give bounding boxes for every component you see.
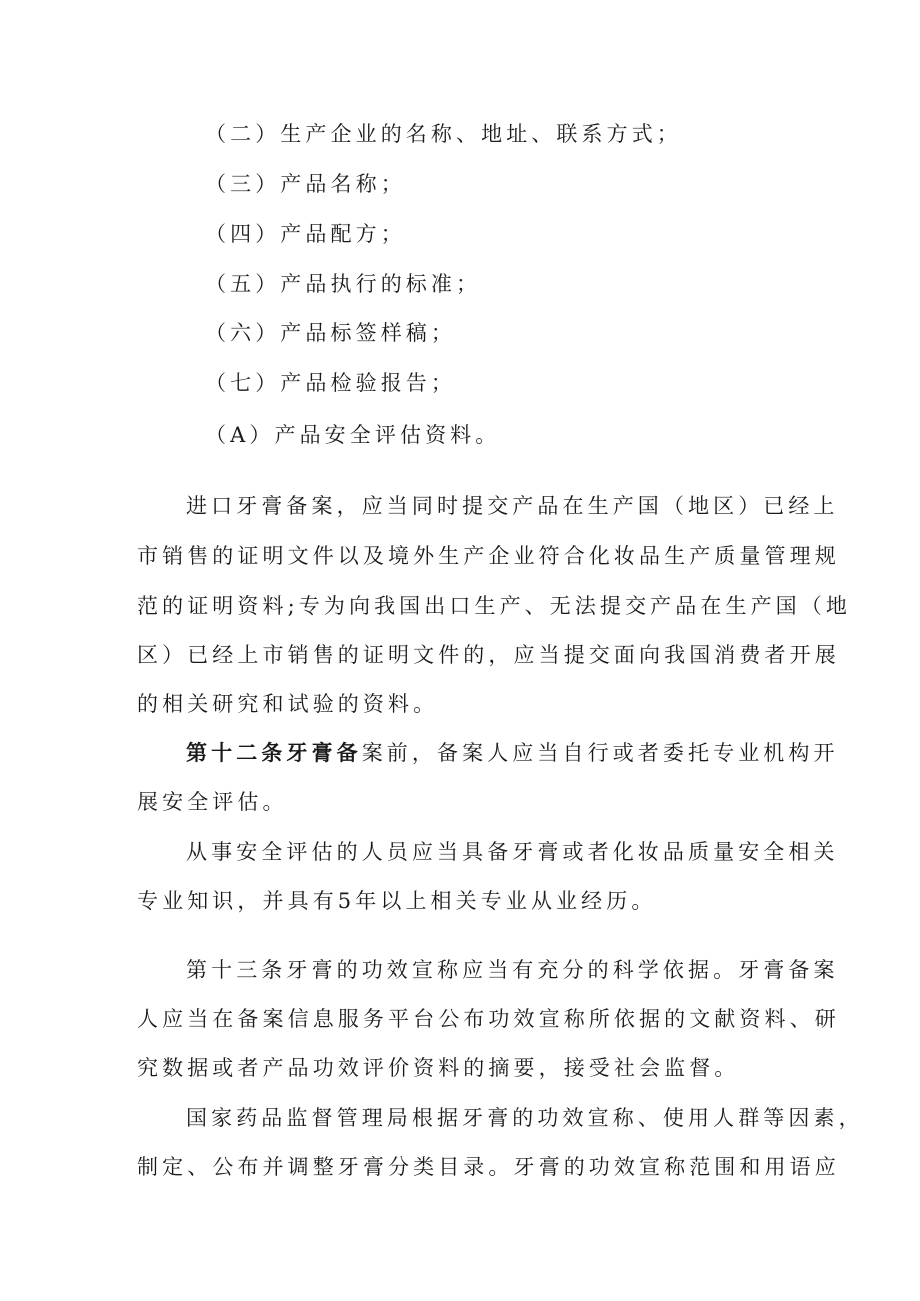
paragraph-line: 的相关研究和试验的资料。: [137, 692, 439, 716]
paragraph-line: 从事安全评估的人员应当具备牙膏或者化妆品质量安全相关: [186, 840, 839, 864]
paragraph-line: 国家药品监督管理局根据牙膏的功效宣称、使用人群等因素，: [186, 1106, 864, 1130]
list-item: （六）产品标签样稿；: [205, 321, 456, 345]
paragraph-line: 专业知识，并具有5年以上相关专业从业经历。: [137, 889, 657, 913]
article-12-line: [186, 738, 839, 768]
list-item: （A）产品安全评估资料。: [205, 423, 501, 447]
list-item: （五）产品执行的标准；: [205, 272, 482, 296]
list-item: （三）产品名称；: [205, 172, 406, 196]
list-item: （四）产品配方；: [205, 222, 406, 246]
paragraph-line: 进口牙膏备案，应当同时提交产品在生产国（地区）已经上: [186, 494, 839, 518]
article-12-heading: 第十二条牙膏备: [186, 740, 362, 765]
paragraph-line: 制定、公布并调整牙膏分类目录。牙膏的功效宣称范围和用语应: [137, 1155, 840, 1179]
paragraph-line: 人应当在备案信息服务平台公布功效宣称所依据的文献资料、研: [137, 1007, 840, 1031]
paragraph-line: 区）已经上市销售的证明文件的，应当提交面向我国消费者开展: [137, 643, 840, 667]
paragraph-line: 市销售的证明文件以及境外生产企业符合化妆品生产质量管理规: [137, 544, 840, 568]
paragraph-line: 展安全评估。: [137, 790, 288, 814]
article-13-line: 第十三条牙膏的功效宣称应当有充分的科学依据。牙膏备案: [186, 958, 839, 982]
paragraph-line: 究数据或者产品功效评价资料的摘要，接受社会监督。: [137, 1056, 740, 1080]
list-item: （二）生产企业的名称、地址、联系方式；: [205, 122, 682, 146]
list-item: （七）产品检验报告；: [205, 371, 456, 395]
article-12-text: 案前，备案人应当自行或者委托专业机构开: [361, 741, 839, 765]
paragraph-line: 范的证明资料;专为向我国出口生产、无法提交产品在生产国（地: [137, 594, 851, 618]
